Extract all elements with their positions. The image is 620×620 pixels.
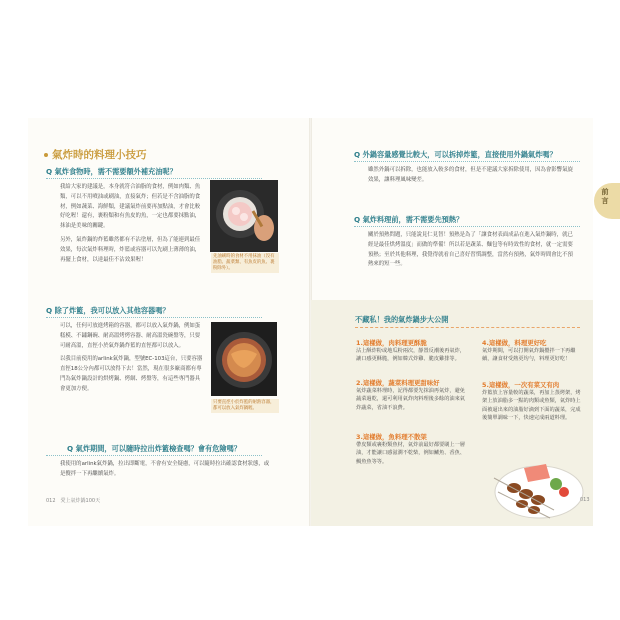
photo-cake-in-basket: [211, 322, 277, 396]
question-oil: Q 氣炸食物時，需不需要額外補充油呢？: [46, 167, 177, 176]
question-divider: [46, 178, 262, 179]
photo-caption: 只要直徑小於炸籃的耐熱容器，都可以放入氣炸鍋喔。: [211, 399, 279, 413]
question-divider: [46, 455, 262, 456]
tip-text: 氣炸蔬菜料理時，記得都要先抹油再氣炸，避免蔬菜過乾，還可利用氣炸肉料理後多餘的油來氣炸蔬菜，省油不浪費。: [356, 388, 465, 411]
tip-text: 炸籃放上容量較的蔬菜，再加上蒸烤架，烤架上放油脂多一點的肉類或魚類，氣炸時上面被逼出來的油脂好滴到下面的蔬菜，完成後簡單調味一下，快速完成兩道料理。: [482, 390, 581, 422]
tip-text: 氣炸期間，可以打開氣炸鍋攪拌一下再繼續，讓食材受熱更均勻，料理更好吃！: [482, 348, 576, 363]
answer-paragraph: 我使用的arlink氣炸鍋，拉出即斷電，不會有安全疑慮，可以隨時拉出確認食材狀態，或是攪拌一下再繼續氣炸。: [60, 461, 270, 477]
tip-text: 帶皮類或裹粉類魚材，氣炸前最好都要刷上一層油，才能讓口感滋潤不乾柴，例如鱸魚、香魚、鯛魚魚等等。: [356, 442, 465, 465]
question-pull-basket: Q 氣炸期間，可以隨時拉出炸籃檢查嗎？會有危險嗎？: [67, 444, 241, 453]
page-number-left: 012 愛上氣炸鍋100天: [46, 498, 101, 504]
question-outer-pot: Q 外鍋容量感覺比較大，可以拆掉炸籃，直接使用外鍋氣炸嗎？: [354, 150, 557, 159]
answer-paragraph: 以我目前使用的arlink氣炸鍋，型號EC-103這台，只要容器直徑18公分內都可以放得下去！當然，現在很多廠商都有專門為氣炸鍋設計的烘烤鍋、烤網、烤盤等，有這些專門器具會更加方便。: [60, 356, 203, 392]
answer-paragraph: 可以，任何可放進烤箱的容器，都可以放入氣炸鍋，例如蛋糕模、不鏽鋼碗、耐高溫烤烤容器、耐高溫瓷碗盤等，只要可耐高溫，直徑小於氣炸鍋炸籃的直徑都可以放入。: [60, 323, 201, 349]
tips-panel-title: 不藏私！我的氣炸鍋步大公開: [355, 315, 449, 324]
question-preheat: Q 氣炸料理前，需不需要先預熱？: [354, 215, 464, 224]
tip-heading: 5.這樣做，一次有菜又有肉: [482, 381, 560, 389]
question-divider: [354, 226, 580, 227]
answer-paragraph: 另外，氣炸鍋的炸籃雖然都有不沾塗層，但為了能連到最佳效果，每次氣炸料理時，炸籃或容器可以先刷上薄薄的油，再擺上食材，以達最佳不沾效果喔！: [60, 236, 201, 263]
question-divider: [46, 317, 262, 318]
answer-oil: [60, 183, 205, 269]
photo-brushing-oil: [210, 180, 278, 252]
answer-paragraph: 雖然外鍋可以拆除，也能放入較多的食材，但是不建議大家拆除使用，因為會影響氣旋效果，讓料理風味變差。: [368, 167, 573, 183]
question-divider: [354, 161, 580, 162]
tip-heading: 1.這樣做，肉料理更酥脆: [356, 339, 427, 347]
tip-heading: 3.這樣做，魚料理不散架: [356, 433, 427, 441]
section-bullet-icon: [44, 153, 48, 157]
answer-pull-basket: [60, 460, 270, 484]
answer-outer-pot: [368, 166, 578, 190]
chapter-tab: 前言: [594, 183, 620, 219]
photo-skewers-plate: [484, 448, 584, 520]
section-title: 氣炸時的料理小技巧: [44, 147, 147, 162]
photo-caption: 先油刷時的食材不用抹油（沒有油脂、蔬菜類、有魚皮的魚、裹粉除外）。: [211, 253, 279, 273]
panel-divider: [355, 327, 580, 328]
answer-containers: [60, 322, 205, 399]
page-number-right: 013: [580, 497, 590, 503]
answer-preheat: [368, 231, 578, 274]
answer-paragraph: 我給大家的建議是，本身就符合油脂的食材，例如肉類、魚類，可以不用噴油或刷油，直接氣炸；但若是不含油脂的食材，例如蔬菜、海鮮類，建議氣炸前要再加點油，才會比較好吃喔！還有，裹粉類和有魚皮的魚，一定也都要抹點油，抹油是美味的關鍵。: [60, 184, 201, 230]
answer-paragraph: 關於預熱問題，只能說見仁見智！預熱是為了「讓食材表面成品在進入氣炸鍋時，就已經是最佳烘烤溫度」而做的準備！所以若是蔬菜、麵包等有時效性的食材，就一定需要預熱；至於其他料理，我覺得就看自己喜好習慣調整，當然有預熱，氣炸時間會比不預熱來的短一些。: [368, 232, 573, 268]
tip-text: 沾上酥炸粉或地瓜粉兩次，靜置反潮後再氣炸，讓口感更酥脆，例如韓式炸雞、脆皮雞排等。: [356, 348, 465, 363]
tip-heading: 2.這樣做，蔬菜料理更甜味好: [356, 379, 440, 387]
tip-heading: 4.這樣做，料理更好吃: [482, 339, 547, 347]
question-containers: Q 除了炸籃，我可以放入其他容器嗎？: [46, 306, 170, 315]
